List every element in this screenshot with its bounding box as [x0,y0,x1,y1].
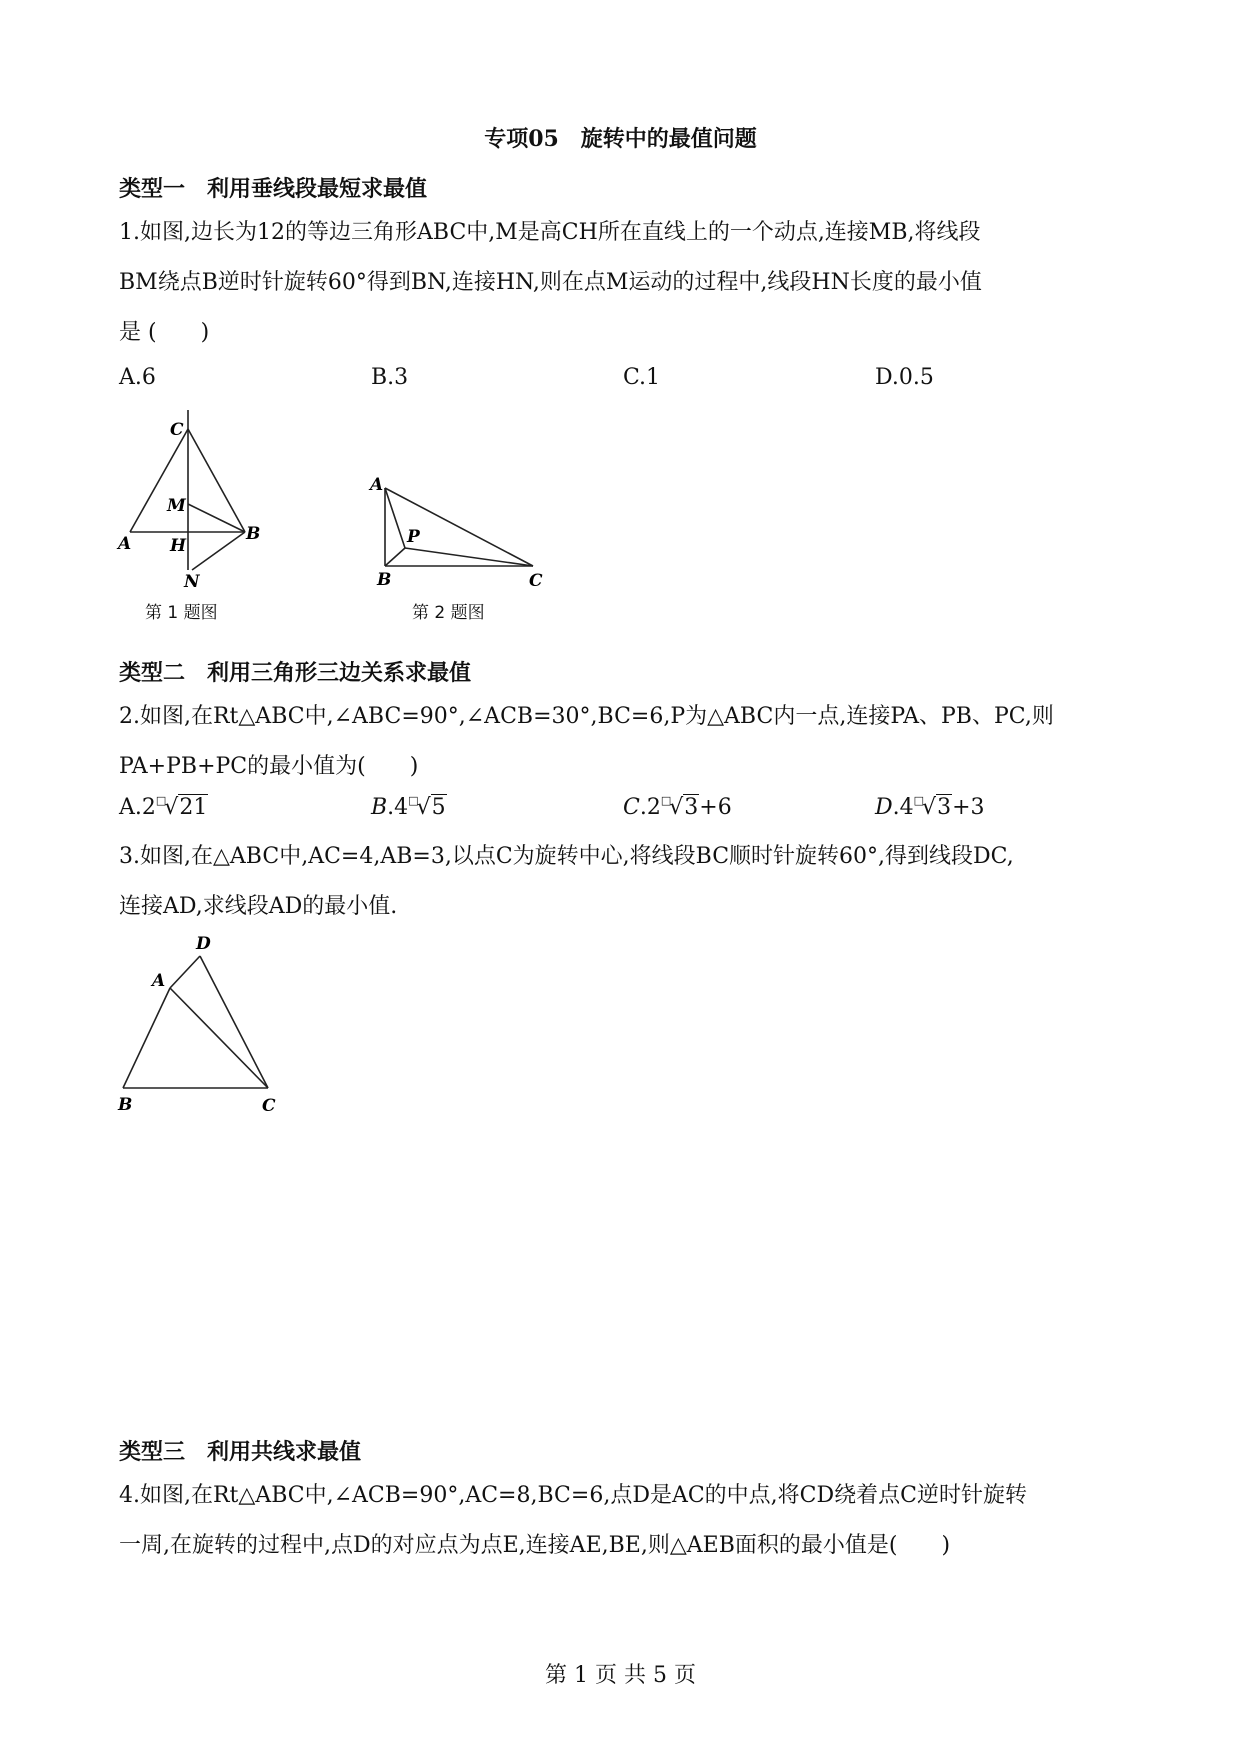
figure-1-diagram [110,405,270,590]
option-d: D.0.5 [875,365,934,390]
figure-1-label-m: M [167,496,186,516]
section-heading-3: 类型三 利用共线求最值 [119,1439,362,1465]
radical [661,795,699,820]
figure-1-label-h: H [170,536,187,556]
figure-1-label-c: C [170,420,184,440]
figure-2-label-b: B [377,570,392,590]
page-footer: 第 1 页 共 5 页 [545,1663,696,1688]
option-a-prefix: A.2 [119,795,156,820]
option-c: C.1 [623,365,661,390]
figure-1-label-n: N [184,572,200,590]
figure-1-caption: 第 1 题图 [145,603,218,623]
option-b-prefix: .4 [387,795,409,820]
option-c-prefix: .2 [639,795,661,820]
option-a [119,795,208,820]
question-3-line: 连接AD,求线段AD的最小值. [119,894,398,919]
figure-2-label-p: P [407,527,420,547]
figure-3 [108,930,288,1124]
question-1-line: 是 ( ) [119,320,210,345]
option-d-prefix: .4 [892,795,914,820]
question-4 [119,1471,1129,1571]
figure-3-label-c: C [262,1096,276,1116]
question-2-line: PA+PB+PC的最小值为( ) [119,754,419,779]
radical-sign-icon: √ [416,795,431,820]
radical-sign-icon: √ [669,795,684,820]
option-d [875,795,985,820]
radical-index: □ [660,794,672,807]
option-a: A.6 [119,365,156,390]
figure-1-label-b: B [246,524,261,544]
question-4-line: 一周,在旋转的过程中,点D的对应点为点E,连接AE,BE,则△AEB面积的最小值是( ) [119,1533,951,1558]
figure-2-caption: 第 2 题图 [412,603,485,623]
section-heading-1: 类型一 利用垂线段最短求最值 [119,176,428,202]
figure-3-label-a: A [152,971,166,991]
option-b [371,795,447,820]
radical-index: □ [408,794,419,807]
figure-2-label-a: A [370,475,384,495]
question-1-line: 1.如图,边长为12的等边三角形ABC中,M是高CH所在直线上的一个动点,连接MB,将线段 [119,220,981,245]
question-4-line: 4.如图,在Rt△ABC中,∠ACB=90°,AC=8,BC=6,点D是AC的中点,将CD绕着点C逆时针旋转 [119,1483,1027,1508]
figure-2 [365,468,550,597]
radicand: 21 [179,795,208,820]
radical [156,795,208,820]
option-b: B.3 [371,365,409,390]
option-b-letter: B [371,795,388,820]
radical [408,795,446,820]
figure-2-diagram [365,468,550,593]
radical-index: □ [155,794,167,807]
figure-2-label-c: C [529,571,543,591]
figure-1 [110,405,270,594]
question-1-line: BM绕点B逆时针旋转60°得到BN,连接HN,则在点M运动的过程中,线段HN长度的最小值 [119,270,982,295]
radical [914,795,952,820]
radical-sign-icon: √ [164,795,179,820]
option-d-suffix: +3 [952,795,985,820]
option-c [623,795,732,820]
question-2-options [119,795,1129,825]
option-c-letter: C [623,795,640,820]
radical-index: □ [913,794,925,807]
question-1-options [119,365,1129,395]
question-2 [119,692,1129,792]
option-d-letter: D [875,795,893,820]
figure-3-label-b: B [118,1095,133,1115]
page-title: 专项05 旋转中的最值问题 [484,126,757,152]
figure-1-label-a: A [118,534,132,554]
radicand: 5 [431,795,446,820]
figure-3-label-d: D [196,934,211,954]
radicand: 3 [684,795,699,820]
section-heading-2: 类型二 利用三角形三边关系求最值 [119,660,472,686]
question-1 [119,208,1129,358]
radicand: 3 [937,795,952,820]
figure-3-diagram [108,930,288,1120]
radical-sign-icon: √ [922,795,937,820]
option-c-suffix: +6 [699,795,732,820]
question-3-line: 3.如图,在△ABC中,AC=4,AB=3,以点C为旋转中心,将线段BC顺时针旋转60°,得到线段DC, [119,844,1014,869]
question-3 [119,832,1129,932]
question-2-line: 2.如图,在Rt△ABC中,∠ABC=90°,∠ACB=30°,BC=6,P为△ABC内一点,连接PA、PB、PC,则 [119,704,1054,729]
